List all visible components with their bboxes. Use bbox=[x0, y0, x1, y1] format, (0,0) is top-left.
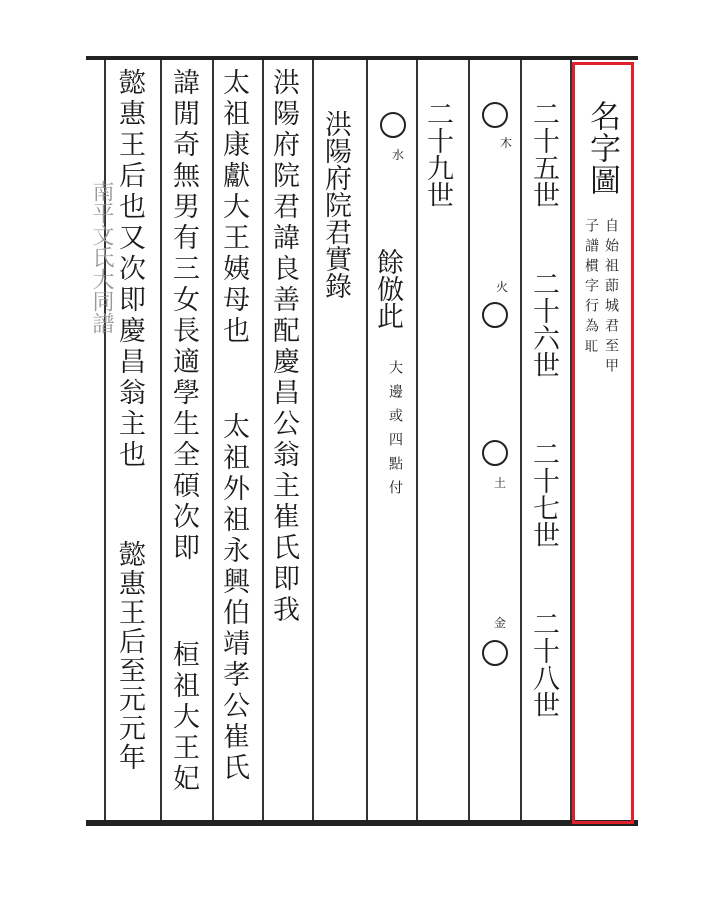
column-divider bbox=[312, 60, 314, 820]
record-line-3a: 諱閒奇無男有三女長適學生全碩次即 bbox=[168, 68, 199, 564]
column-divider bbox=[366, 60, 368, 820]
water-circle-icon bbox=[380, 112, 406, 138]
element-earth: 土 bbox=[494, 476, 507, 490]
generation-29: 二十九世 bbox=[422, 100, 453, 208]
wood-circle-icon bbox=[482, 102, 508, 128]
top-border-rule bbox=[86, 56, 638, 60]
column-divider bbox=[262, 60, 264, 820]
element-metal: 金 bbox=[494, 616, 507, 630]
generation-27: 二十七世 bbox=[528, 440, 559, 548]
remainder-label: 餘倣此 bbox=[372, 248, 403, 329]
highlight-box bbox=[572, 62, 634, 824]
record-line-1: 洪陽府院君諱良善配慶昌公翁主崔氏即我 bbox=[268, 68, 299, 626]
record-line-2a: 太祖康獻大王姨母也 bbox=[218, 68, 249, 347]
earth-circle-icon bbox=[482, 440, 508, 466]
column-divider bbox=[520, 60, 522, 820]
heading-note-left: 子譜樌字行為𦔮 bbox=[583, 218, 599, 358]
element-fire: 火 bbox=[496, 280, 509, 294]
element-water: 水 bbox=[392, 148, 405, 162]
metal-circle-icon bbox=[482, 640, 508, 666]
page-heading: 名字圖 bbox=[584, 100, 620, 196]
record-line-4a: 懿惠王后也又次即慶昌翁主也 bbox=[114, 68, 145, 471]
record-line-2b: 太祖外祖永興伯靖孝公崔氏 bbox=[218, 412, 249, 784]
column-divider bbox=[468, 60, 470, 820]
margin-text: 南平文氏大同譜 bbox=[89, 180, 114, 334]
column-divider bbox=[416, 60, 418, 820]
generation-26: 二十六世 bbox=[528, 270, 559, 378]
column-divider bbox=[212, 60, 214, 820]
column-divider bbox=[104, 60, 106, 820]
fire-circle-icon bbox=[482, 302, 508, 328]
remainder-note: 大邊或四點付 bbox=[387, 360, 403, 504]
generation-28: 二十八世 bbox=[528, 610, 559, 718]
generation-25: 二十五世 bbox=[528, 100, 559, 208]
heading-note-right: 自始祖莭城君至甲 bbox=[603, 218, 619, 378]
element-wood: 木 bbox=[500, 136, 513, 150]
record-title: 洪陽府院君實錄 bbox=[320, 110, 351, 299]
bottom-border-rule bbox=[86, 820, 638, 826]
record-line-3b: 桓祖大王妃 bbox=[168, 640, 199, 795]
column-divider bbox=[160, 60, 162, 820]
record-line-4b: 懿惠王后至元元年 bbox=[114, 540, 145, 772]
